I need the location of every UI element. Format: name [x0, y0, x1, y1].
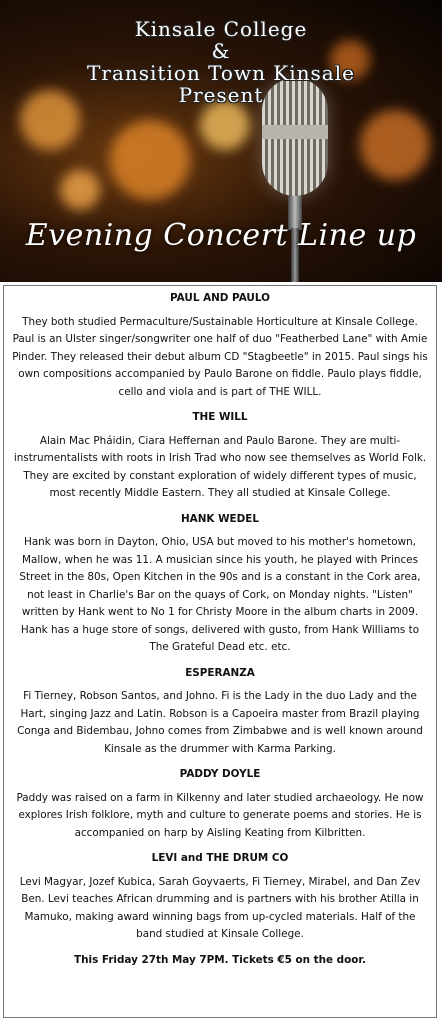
bokeh-light [110, 120, 190, 200]
act-name: HANK WEDEL [180, 512, 259, 525]
poster-banner [0, 0, 442, 282]
act-name: PADDY DOYLE [179, 768, 261, 780]
act-description: Fi Tierney, Robson Santos, and Johno. Fi is the Lady in the duo Lady and the Hart, singing Jazz and Latin. Robson is a Capoeira master from Brazil playing Conga and Bidembau, Johno comes from Zimbabwe and is well known around Kinsale as the drummer with Karma Parking. [17, 690, 423, 755]
presenters-title [0, 18, 442, 106]
act-description: Paddy was raised on a farm in Kilkenny and later studied archaeology. He now explores Irish folklore, myth and culture to generate poems and stories. He is accompanied on harp by Aisling Keating from Kilbritten. [16, 791, 424, 839]
act-name: THE WILL [192, 411, 248, 423]
event-details: This Friday 27th May 7PM. Tickets €5 on the door. [74, 953, 366, 966]
act-name: PAUL AND PAULO [170, 292, 270, 304]
act-name: LEVI and THE DRUM CO [151, 852, 289, 864]
act-description: Alain Mac Pháidin, Ciara Heffernan and Paulo Barone. They are multi-instrumentalists with roots in Irish Trad who now see themselves as World Folk. They are excited by constant exploration of widely different types of music, most recently Middle Eastern. They all studied at Kinsale College. [13, 434, 427, 499]
lineup-box [3, 285, 437, 1018]
act-name: ESPERANZA [185, 666, 255, 679]
act-block [10, 409, 430, 503]
presenter-line-4: Present [178, 83, 264, 107]
concert-title: Evening Concert Line up [25, 218, 417, 253]
act-block [10, 766, 430, 842]
act-description: Hank was born in Dayton, Ohio, USA but moved to his mother's hometown, Mallow, when he was 11. A musician since his youth, he played with Princes Street in the 80s, Open Kitchen in the 90s and is a constant in the Cork area, not least in Charlie's Bar on the quays of Cork, on Monday nights. "Listen" written by Hank went to No 1 for Christy Moore in the album charts in 2009. Hank has a huge store of songs, delivered with gusto, from Hank Williams to The Grateful Dead etc. etc. [19, 536, 421, 653]
bokeh-light [200, 100, 250, 150]
act-description: They both studied Permaculture/Sustainable Horticulture at Kinsale College. Paul is an Ulster singer/songwriter one half of duo "Featherbed Lane" with Amie Pinder. They released their debut album CD "Stagbeetle" in 2015. Paul sings his own compositions accompanied by Paulo Barone on fiddle. Paulo plays fiddle, cello and viola and is part of THE WILL. [12, 315, 428, 398]
act-block [10, 850, 430, 944]
act-block [10, 290, 430, 401]
act-block [10, 665, 430, 759]
microphone-band [262, 125, 328, 139]
act-block [10, 511, 430, 657]
presenter-line-3: Transition Town Kinsale [87, 61, 355, 85]
act-description: Levi Magyar, Jozef Kubica, Sarah Goyvaerts, Fi Tierney, Mirabel, and Dan Zev Ben. Levi teaches African drumming and is partners with his brother Atilla in Mamuko, making award winning bags from up-cycled materials. Half of the band studied at Kinsale College. [19, 875, 421, 940]
presenter-line-1: Kinsale College [134, 17, 308, 41]
bokeh-light [360, 110, 430, 180]
presenter-line-2: & [211, 39, 231, 63]
bokeh-light [60, 170, 100, 210]
